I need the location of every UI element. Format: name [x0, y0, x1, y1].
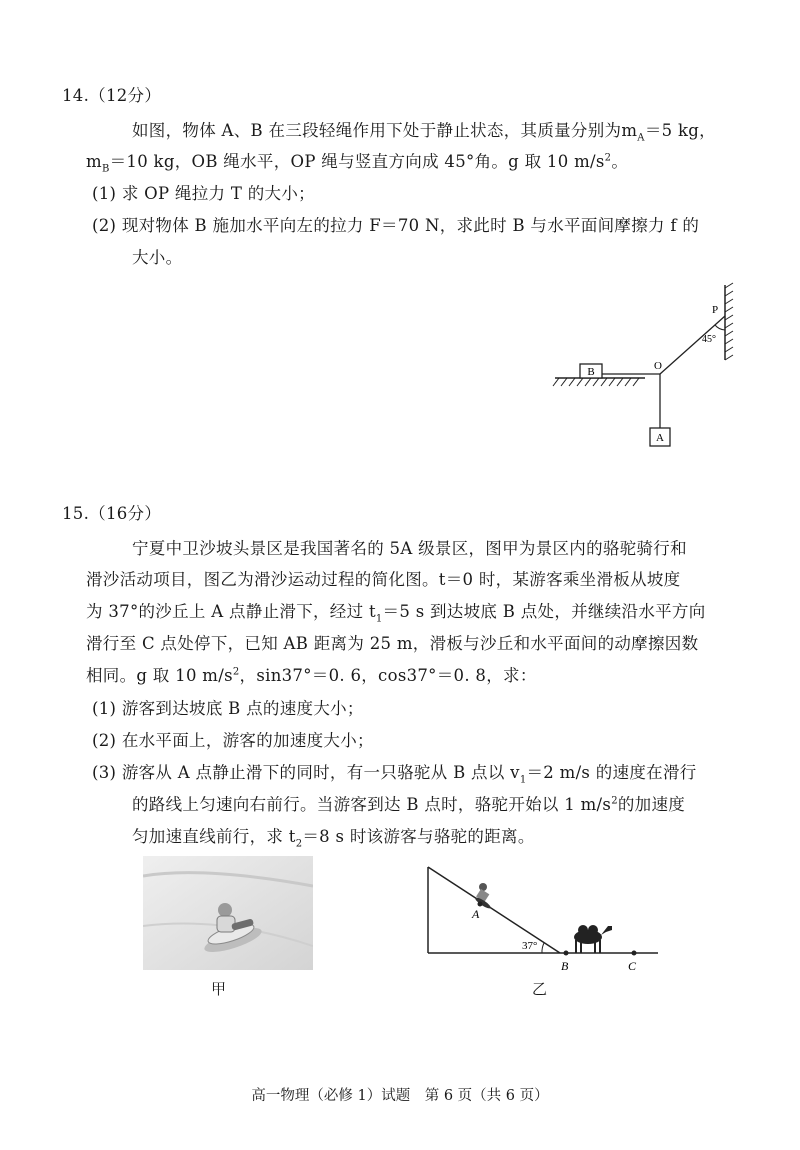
angle-arc — [715, 325, 725, 330]
label-b: B — [587, 366, 595, 378]
angle-arc — [542, 943, 544, 953]
ground-hatch — [553, 378, 639, 386]
q15-line-4: 滑行至 C 点处停下，已知 AB 距离为 25 m，滑板与沙丘和水平面间的动摩擦因数 — [86, 634, 699, 653]
q15-part-2: (2) 在水平面上，游客的加速度大小； — [92, 731, 374, 750]
label-a: A — [656, 432, 664, 444]
q15-line-3: 为 37°的沙丘上 A 点静止滑下，经过 $t_1=5$ s 到达坡底 B 点处，并继续沿水平方向 — [86, 602, 706, 625]
q15-part-3-line-3: 匀加速直线前行，求 $t_2=8$ s 时该游客与骆驼的距离。 — [132, 827, 535, 850]
q15-line-2: 滑沙活动项目，图乙为滑沙运动过程的简化图。t＝0 时，某游客乘坐滑板从坡度 — [86, 570, 681, 589]
label-p: P — [712, 304, 719, 316]
q15-line-1: 宁夏中卫沙坡头景区是我国著名的 5A 级景区，图甲为景区内的骆驼骑行和 — [132, 539, 687, 558]
label-o: O — [654, 360, 662, 372]
page-footer: 高一物理（必修 1）试题 第 6 页（共 6 页） — [251, 1088, 549, 1104]
q15-header: 15.（16分） — [62, 504, 162, 523]
q15-line-5: 相同。g 取 10 $m/s^2$，sin37°＝0. 6，cos37°＝0. 8，求： — [86, 666, 537, 685]
q14-rope-figure — [545, 280, 745, 450]
label-angle: 45° — [702, 334, 716, 345]
label-a: A — [472, 907, 480, 921]
caption-right: 乙 — [532, 980, 548, 998]
rope-op — [660, 316, 725, 374]
point-c — [632, 951, 637, 956]
point-b — [564, 951, 569, 956]
caption-left: 甲 — [211, 980, 227, 998]
slope-incline — [428, 867, 560, 953]
q15-slope-figure — [420, 860, 670, 975]
label-angle: 37° — [522, 940, 538, 952]
q14-part-2: (2) 现对物体 B 施加水平向左的拉力 F＝70 N，求此时 B 与水平面间摩擦力 f 的 — [92, 216, 700, 235]
q14-line-1: 如图，物体 A、B 在三段轻绳作用下处于静止状态，其质量分别为$m_A=5$ kg， — [132, 121, 716, 144]
q15-part-3: (3) 游客从 A 点静止滑下的同时，有一只骆驼从 B 点以 $v_1=2$ m/s 的速度在滑行 — [92, 763, 697, 786]
q14-part-1: (1) 求 OP 绳拉力 T 的大小； — [92, 184, 315, 203]
q14-line-2: $m_B=10$ kg，OB 绳水平，OP 绳与竖直方向成 45°角。g 取 10 $m/s^2$。 — [86, 152, 629, 175]
q15-part-1: (1) 游客到达坡底 B 点的速度大小； — [92, 699, 364, 718]
sand-sliding-photo — [143, 856, 313, 970]
camel-icon — [574, 925, 612, 953]
sand-slider-image — [143, 856, 313, 970]
point-a — [478, 902, 483, 907]
wall-hatch — [725, 283, 733, 360]
label-c: C — [628, 959, 637, 973]
label-b: B — [561, 959, 569, 973]
q14-header: 14.（12分） — [62, 86, 162, 105]
q14-part-2-cont: 大小。 — [132, 248, 183, 267]
skier-icon — [474, 883, 492, 910]
q15-part-3-line-2: 的路线上匀速向右前行。当游客到达 B 点时，骆驼开始以 1 $m/s^2$的加速度 — [132, 795, 686, 814]
